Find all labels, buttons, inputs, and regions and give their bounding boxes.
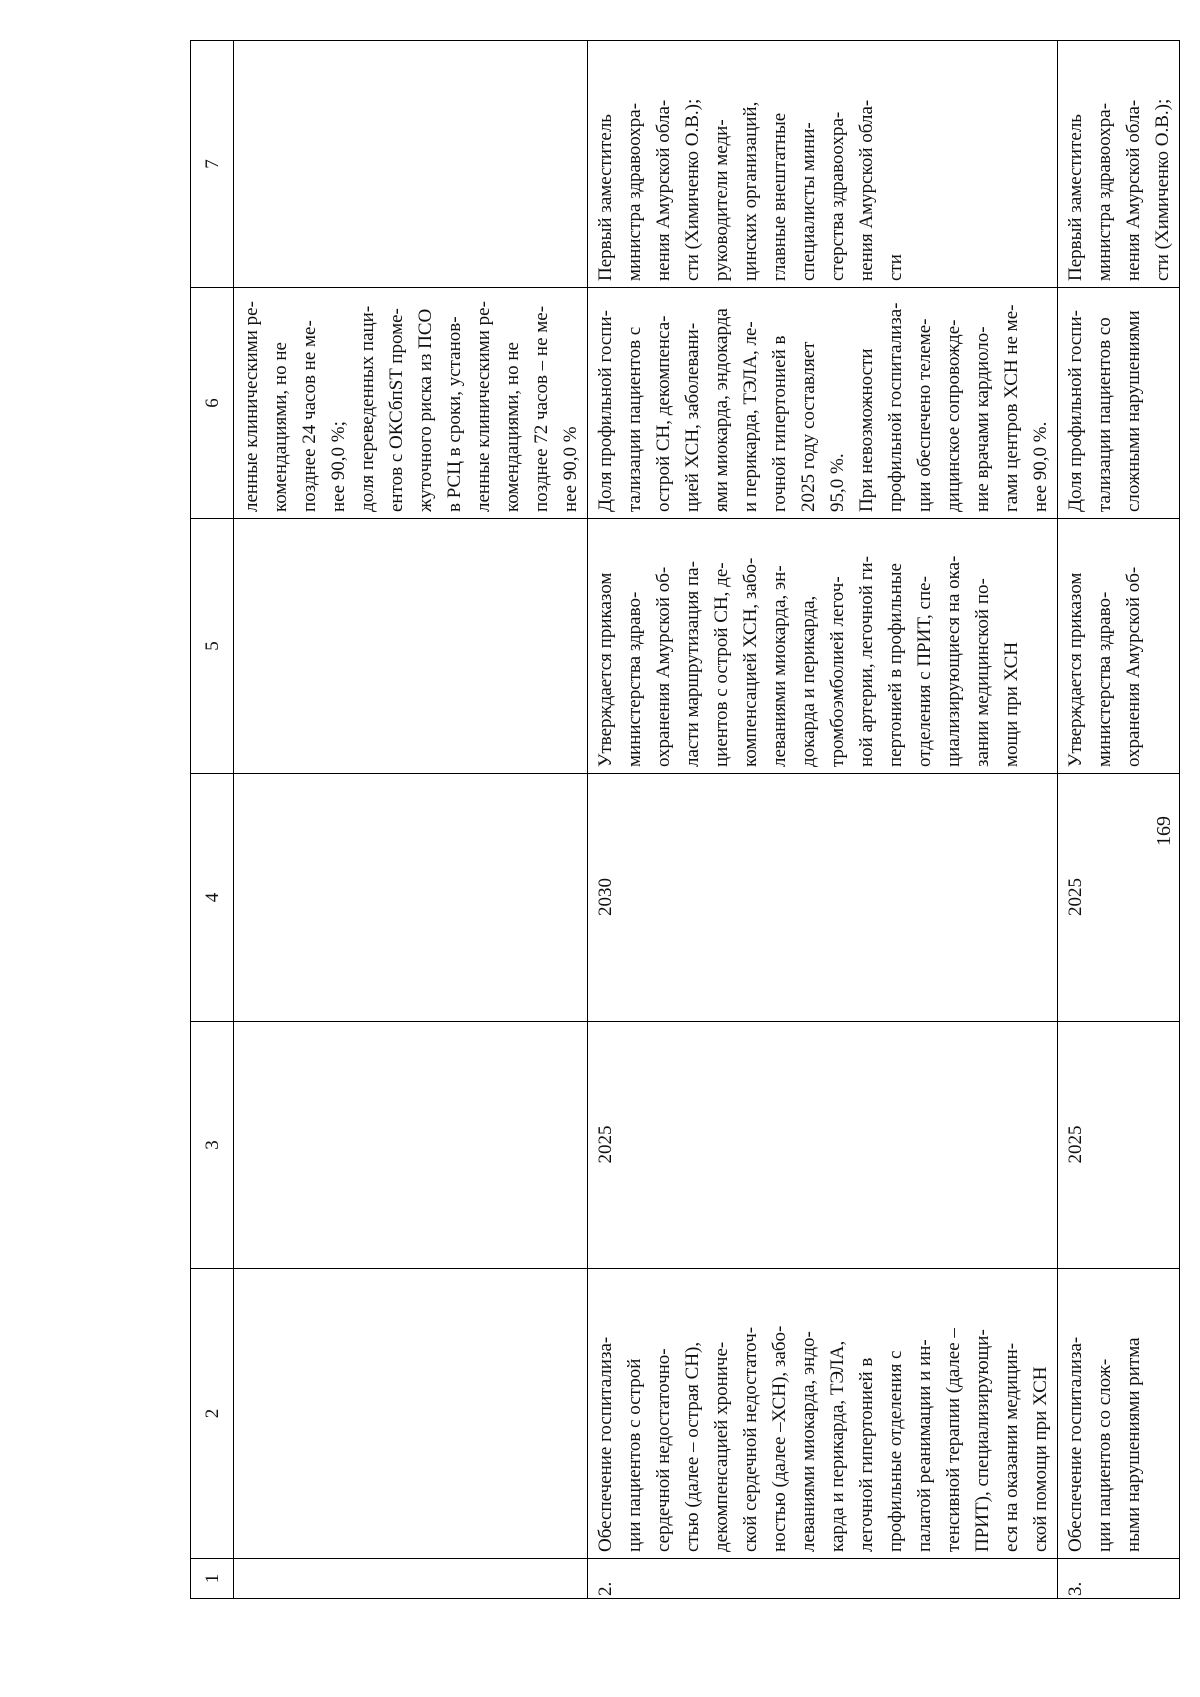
- page-number: 169: [1153, 816, 1175, 846]
- text-line: ентов с ОКСбпST проме-: [386, 308, 407, 512]
- text-line: сти (Химиченко О.В.);: [682, 98, 703, 281]
- cell-responsible: [588, 41, 1058, 288]
- cell-document: [588, 519, 1058, 774]
- cell-number: 2.: [588, 1559, 1058, 1599]
- cell-measure: [1058, 1269, 1180, 1559]
- text-line: нения Амурской обла-: [856, 99, 877, 281]
- text-line: специалисты мини-: [798, 122, 819, 281]
- text-line: Утверждается приказом: [595, 572, 616, 767]
- cell-number: [234, 1559, 588, 1599]
- text-line: леваниями миокарда, эн-: [769, 565, 790, 767]
- text-line: нее 90,0 %.: [1030, 421, 1051, 512]
- header-col-1: 1: [191, 1559, 234, 1599]
- text-line: нения Амурской обла-: [653, 99, 674, 281]
- text-line: ции пациентов с острой: [624, 1358, 645, 1552]
- text-line: ПРИТ), специализирующи-: [972, 1329, 993, 1552]
- text-line: ской помощи при ХСН: [1030, 1366, 1051, 1552]
- text-line: 2025 году составляет: [798, 341, 819, 512]
- cell-responsible: [1058, 41, 1180, 288]
- text-line: ными нарушениями ритма: [1123, 1337, 1144, 1552]
- text-line: охранения Амурской об-: [653, 566, 674, 767]
- text-line: тализации пациентов с: [624, 326, 645, 512]
- text-line: циализирующиеся на ока-: [943, 555, 964, 767]
- text-line: Первый заместитель: [1065, 114, 1086, 281]
- text-line: министерства здраво-: [624, 591, 645, 767]
- cell-start-year: 2025: [1058, 1022, 1180, 1269]
- text-line: руководители меди-: [711, 119, 732, 281]
- text-line: гочной гипертонией в: [769, 335, 790, 512]
- text-line: министра здравоохра-: [1094, 102, 1115, 281]
- text-line: охранения Амурской об-: [1123, 566, 1144, 767]
- text-line: профильные отделения с: [885, 1350, 906, 1552]
- text-line: министерства здраво-: [1094, 591, 1115, 767]
- text-line: ленные клиническими ре-: [473, 301, 494, 512]
- text-line: Доля профильной госпи-: [595, 310, 616, 512]
- text-line: еся на оказании медицин-: [1001, 1342, 1022, 1552]
- header-col-7: 7: [191, 41, 234, 288]
- text-line: ции пациентов со слож-: [1094, 1358, 1115, 1552]
- text-line: ленные клиническими ре-: [241, 301, 262, 512]
- text-line: При невозможности: [856, 348, 877, 512]
- text-line: стью (далее – острая СН),: [682, 1341, 703, 1552]
- text-line: комендациями, но не: [270, 342, 291, 512]
- header-row: [191, 41, 234, 1599]
- text-line: тромбоэмболией легоч-: [827, 576, 848, 767]
- text-line: нее 90,0 %: [560, 426, 581, 512]
- text-line: Первый заместитель: [595, 114, 616, 281]
- text-line: ние врачами кардиоло-: [972, 326, 993, 512]
- text-line: позднее 24 часов не ме-: [299, 320, 320, 512]
- text-line: Утверждается приказом: [1065, 572, 1086, 767]
- text-line: министра здравоохра-: [624, 102, 645, 281]
- text-line: ной артерии, легочной ги-: [856, 555, 877, 767]
- text-line: нения Амурской обла-: [1123, 99, 1144, 281]
- cell-end-year: 2030: [588, 774, 1058, 1022]
- text-line: декомпенсацией хрониче-: [711, 1341, 732, 1552]
- text-line: отделения с ПРИТ, спе-: [914, 576, 935, 767]
- text-line: позднее 72 часов – не ме-: [531, 305, 552, 512]
- text-line: цинских организаций,: [740, 101, 761, 281]
- text-line: ции обеспечено телеме-: [914, 318, 935, 512]
- text-line: ской сердечной недостаточ-: [740, 1326, 761, 1552]
- cell-indicator: [1058, 288, 1180, 519]
- text-line: ями миокарда, эндокарда: [711, 308, 732, 512]
- text-line: тенсивной терапии (далее –: [943, 1328, 964, 1552]
- cell-measure: [234, 1269, 588, 1559]
- header-col-6: 6: [191, 288, 234, 519]
- text-line: сти: [885, 254, 906, 281]
- header-col-2: 2: [191, 1269, 234, 1559]
- text-line: комендациями, но не: [502, 342, 523, 512]
- text-line: цией ХСН, заболевани-: [682, 322, 703, 512]
- cell-document: [234, 519, 588, 774]
- text-line: тализации пациентов со: [1094, 317, 1115, 512]
- text-line: острой СН, декомпенса-: [653, 315, 674, 512]
- text-line: леваниями миокарда, эндо-: [798, 1331, 819, 1552]
- text-line: сложными нарушениями: [1123, 310, 1144, 512]
- cell-responsible: [234, 41, 588, 288]
- cell-start-year: 2025: [588, 1022, 1058, 1269]
- text-line: зании медицинской по-: [972, 578, 993, 767]
- text-line: сердечной недостаточно-: [653, 1348, 674, 1552]
- text-line: легочной гипертонией в: [856, 1357, 877, 1552]
- text-line: главные внештатные: [769, 112, 790, 281]
- cell-indicator: [588, 288, 1058, 519]
- text-line: ласти маршрутизация па-: [682, 561, 703, 767]
- text-line: 95,0 %.: [827, 453, 848, 512]
- text-line: Обеспечение госпитализа-: [595, 1336, 616, 1552]
- text-line: циентов с острой СН, де-: [711, 562, 732, 767]
- cell-end-year: [234, 774, 588, 1022]
- table-row-continuation: [234, 41, 588, 1599]
- text-line: докарда и перикарда,: [798, 595, 819, 767]
- cell-number: 3.: [1058, 1559, 1180, 1599]
- header-col-4: 4: [191, 774, 234, 1022]
- text-line: дицинское сопровожде-: [943, 319, 964, 512]
- text-line: профильной госпитализа-: [885, 302, 906, 512]
- text-line: ностью (далее –ХСН), забо-: [769, 1325, 790, 1552]
- measures-table: [190, 40, 1180, 1599]
- text-line: стерства здравоохра-: [827, 111, 848, 281]
- cell-start-year: [234, 1022, 588, 1269]
- text-line: палатой реанимации и ин-: [914, 1339, 935, 1552]
- cell-document: [1058, 519, 1180, 774]
- header-col-3: 3: [191, 1022, 234, 1269]
- text-line: мощи при ХСН: [1001, 641, 1022, 767]
- text-line: в РСЦ в сроки, установ-: [444, 316, 465, 512]
- text-line: пертонией в профильные: [885, 563, 906, 767]
- text-line: гами центров ХСН не ме-: [1001, 304, 1022, 512]
- header-col-5: 5: [191, 519, 234, 774]
- table-row-2: [588, 41, 1058, 1599]
- cell-end-year: 2025: [1058, 774, 1180, 1022]
- text-line: Доля профильной госпи-: [1065, 310, 1086, 512]
- text-line: и перикарда, ТЭЛА, ле-: [740, 321, 761, 512]
- cell-indicator: [234, 288, 588, 519]
- text-line: жуточного риска из ПСО: [415, 308, 436, 512]
- text-line: нее 90,0 %;: [328, 421, 349, 512]
- text-line: компенсацией ХСН, забо-: [740, 557, 761, 767]
- cell-measure: [588, 1269, 1058, 1559]
- text-line: карда и перикарда, ТЭЛА,: [827, 1340, 848, 1552]
- text-line: сти (Химиченко О.В.);: [1152, 98, 1173, 281]
- table-row-3: [1058, 41, 1180, 1599]
- text-line: Обеспечение госпитализа-: [1065, 1336, 1086, 1552]
- text-line: доля переведенных паци-: [357, 305, 378, 512]
